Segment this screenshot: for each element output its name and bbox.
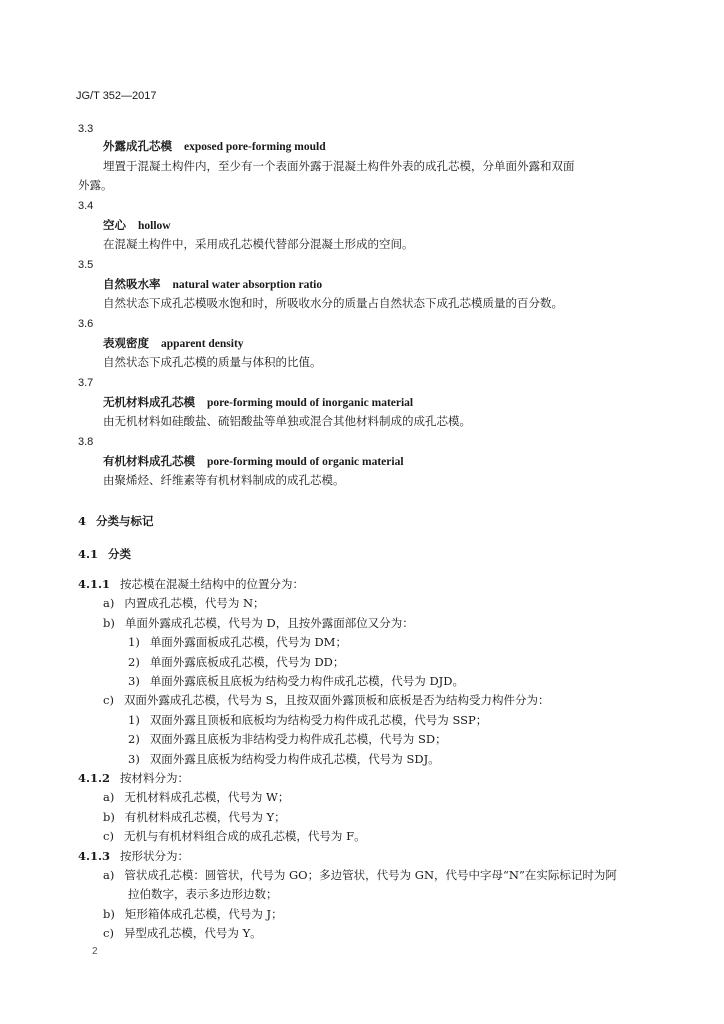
clause — [78, 849, 189, 863]
term-chinese: 无机材料成孔芯模 — [103, 395, 195, 409]
term-chinese: 空心 — [103, 218, 126, 232]
clause-number: 4.1.1 — [78, 577, 111, 591]
sublist-item — [128, 674, 464, 688]
page-number: 2 — [92, 946, 98, 957]
clause-number: 4.1.2 — [78, 771, 111, 785]
list-label: 3) — [128, 674, 140, 688]
list-label: 2) — [128, 655, 140, 669]
list-item-cont: 拉伯数字，表示多边形边数； — [128, 887, 278, 901]
sublist-item — [128, 635, 347, 649]
list-text: 单面外露底板且底板为结构受力构件成孔芯模，代号为 DJD。 — [149, 674, 465, 688]
sublist-item — [128, 713, 487, 727]
term-number: 3.3 — [78, 123, 94, 135]
list-text: 单面外露面板成孔芯模，代号为 DM； — [149, 635, 347, 649]
term-heading — [103, 454, 404, 469]
list-text: 管状成孔芯模：圆管状，代号为 GO；多边管状，代号为 GN，代号中字母“N”在实际标记时为阿 — [124, 868, 617, 882]
list-item — [103, 596, 265, 610]
list-label: c) — [103, 926, 114, 940]
list-text: 无机材料成孔芯模，代号为 W； — [124, 790, 290, 804]
list-item — [103, 810, 286, 824]
list-text: 单面外露成孔芯模，代号为 D，且按外露面部位又分为： — [124, 616, 414, 630]
list-label: 2) — [128, 732, 140, 746]
term-english: exposed pore-forming mould — [184, 141, 326, 153]
list-item — [103, 926, 262, 940]
term-english: natural water absorption ratio — [172, 279, 323, 291]
term-number: 3.8 — [78, 436, 94, 448]
term-english: pore-forming mould of inorganic material — [207, 397, 414, 409]
list-item — [103, 868, 617, 882]
term-english: apparent density — [161, 338, 244, 350]
term-definition: 自然状态下成孔芯模的质量与体积的比值。 — [103, 355, 322, 369]
section-heading — [78, 514, 154, 528]
term-heading — [103, 395, 413, 410]
term-chinese: 外露成孔芯模 — [103, 139, 172, 153]
term-definition: 由无机材料如硅酸盐、硫铝酸盐等单独或混合其他材料制成的成孔芯模。 — [103, 414, 471, 428]
list-text: 异型成孔芯模，代号为 Y。 — [123, 926, 262, 940]
list-label: c) — [103, 829, 114, 843]
list-text: 双面外露且底板为结构受力构件成孔芯模，代号为 SDJ。 — [149, 752, 440, 766]
sublist-item — [128, 752, 440, 766]
term-heading — [103, 218, 171, 233]
section-number: 4 — [78, 514, 87, 528]
term-english: pore-forming mould of organic material — [207, 456, 404, 468]
list-item — [103, 693, 549, 707]
clause-text: 按形状分为： — [120, 849, 190, 863]
term-definition: 自然状态下成孔芯模吸水饱和时，所吸收水分的质量占自然状态下成孔芯模质量的百分数。 — [103, 296, 563, 310]
list-label: c) — [103, 693, 114, 707]
list-label: b) — [103, 810, 115, 824]
term-definition: 由聚烯烃、纤维素等有机材料制成的成孔芯模。 — [103, 473, 345, 487]
term-definition: 在混凝土构件中，采用成孔芯模代替部分混凝土形成的空间。 — [103, 237, 414, 251]
term-chinese: 表观密度 — [103, 336, 149, 350]
list-label: b) — [103, 907, 115, 921]
term-number: 3.5 — [78, 259, 94, 271]
clause-text: 按芯模在混凝土结构中的位置分为： — [120, 577, 305, 591]
standard-code: JG/T 352—2017 — [76, 90, 157, 102]
term-english: hollow — [138, 220, 171, 232]
term-heading — [103, 277, 322, 292]
list-item — [103, 790, 289, 804]
list-item — [103, 907, 283, 921]
term-number: 3.6 — [78, 318, 94, 330]
term-heading — [103, 139, 326, 154]
list-text: 双面外露且底板为非结构受力构件成孔芯模，代号为 SD； — [149, 732, 447, 746]
list-text: 双面外露成孔芯模，代号为 S，且按双面外露顶板和底板是否为结构受力构件分为： — [123, 693, 550, 707]
sublist-item — [128, 732, 447, 746]
term-chinese: 有机材料成孔芯模 — [103, 454, 195, 468]
list-text: 无机与有机材料组合成的成孔芯模，代号为 F。 — [123, 829, 366, 843]
list-text: 双面外露且顶板和底板均为结构受力构件成孔芯模，代号为 SSP； — [149, 713, 488, 727]
clause — [78, 577, 304, 591]
clause — [78, 771, 189, 785]
term-definition: 埋置于混凝土构件内，至少有一个表面外露于混凝土构件外表的成孔芯模，分单面外露和双面 — [103, 159, 575, 173]
term-definition-cont: 外露。 — [78, 178, 113, 192]
list-label: a) — [103, 790, 115, 804]
list-label: a) — [103, 596, 115, 610]
list-text: 内置成孔芯模，代号为 N； — [124, 596, 265, 610]
list-text: 单面外露底板成孔芯模，代号为 DD； — [149, 655, 345, 669]
clause-number: 4.1.3 — [78, 849, 111, 863]
list-label: 1) — [128, 713, 140, 727]
list-text: 有机材料成孔芯模，代号为 Y； — [124, 810, 286, 824]
term-chinese: 自然吸水率 — [103, 277, 161, 291]
sublist-item — [128, 655, 344, 669]
clause-text: 按材料分为： — [120, 771, 190, 785]
list-label: 1) — [128, 635, 140, 649]
subsection-heading — [78, 547, 131, 561]
subsection-number: 4.1 — [78, 547, 99, 561]
list-text: 矩形箱体成孔芯模，代号为 J； — [124, 907, 283, 921]
section-title: 分类与标记 — [96, 514, 154, 528]
list-item — [103, 829, 366, 843]
subsection-title: 分类 — [108, 547, 132, 561]
list-label: b) — [103, 616, 115, 630]
term-heading — [103, 336, 244, 351]
term-number: 3.7 — [78, 377, 94, 389]
list-label: 3) — [128, 752, 140, 766]
list-item — [103, 616, 414, 630]
term-number: 3.4 — [78, 200, 94, 212]
list-label: a) — [103, 868, 115, 882]
